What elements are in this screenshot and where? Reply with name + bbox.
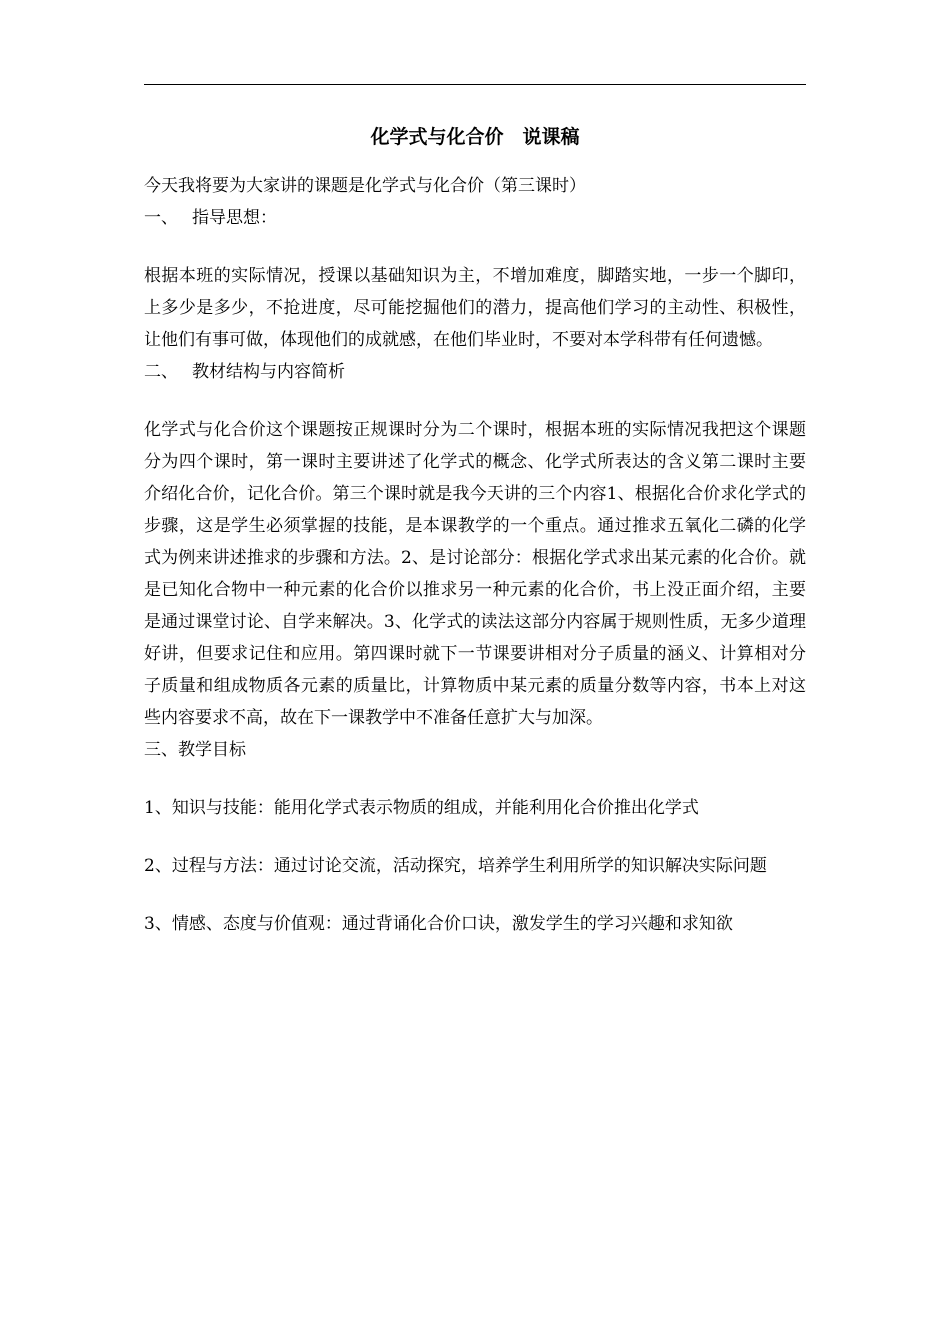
goal-item-3: 3、情感、态度与价值观：通过背诵化合价口诀，激发学生的学习兴趣和求知欲: [144, 914, 733, 934]
section-heading-2: [144, 356, 806, 388]
section-body-2: 化学式与化合价这个课题按正规课时分为二个课时，根据本班的实际情况我把这个课题分为四个课时，第一课时主要讲述了化学式的概念、化学式所表达的含义第二课时主要介绍化合价，记化合价。第三个课时就是我今天讲的三个内容1、根据化合价求化学式的步骤，这是学生必须掌握的技能，是本课教学的一个重点。通过推求五氧化二磷的化学式为例来讲述推求的步骤和方法。2、是讨论部分：根据化学式求出某元素的化合价。就是已知化合物中一种元素的化合价以推求另一种元素的化合价，书上没正面介绍，主要是通过课堂讨论、自学来解决。3、化学式的读法这部分内容属于规则性质，无多少道理好讲，但要求记住和应用。第四课时就下一节课要讲相对分子质量的涵义、计算相对分子质量和组成物质各元素的质量比，计算物质中某元素的质量分数等内容，书本上对这些内容要求不高，故在下一课教学中不准备任意扩大与加深。: [144, 420, 806, 728]
intro-paragraph: 今天我将要为大家讲的课题是化学式与化合价（第三课时）: [144, 176, 586, 196]
section-title-2: 教材结构与内容简析: [192, 362, 345, 382]
goal-item-2: 2、过程与方法：通过讨论交流，活动探究，培养学生利用所学的知识解决实际问题: [144, 856, 767, 876]
document-title: 化学式与化合价 说课稿: [370, 126, 580, 148]
section-heading-1: [144, 202, 806, 234]
section-number-1: 一、: [144, 208, 178, 228]
section-heading-3: 三、教学目标: [144, 740, 246, 760]
document-body: [144, 118, 806, 940]
goal-item-1: 1、知识与技能：能用化学式表示物质的组成，并能利用化合价推出化学式: [144, 798, 699, 818]
header-rule: [144, 84, 806, 85]
section-number-2: 二、: [144, 362, 178, 382]
section-title-1: 指导思想：: [192, 208, 277, 228]
section-body-1: 根据本班的实际情况，授课以基础知识为主，不增加难度，脚踏实地，一步一个脚印，上多少是多少，不抢进度，尽可能挖掘他们的潜力，提高他们学习的主动性、积极性，让他们有事可做，体现他们的成就感，在他们毕业时，不要对本学科带有任何遗憾。: [144, 266, 806, 350]
